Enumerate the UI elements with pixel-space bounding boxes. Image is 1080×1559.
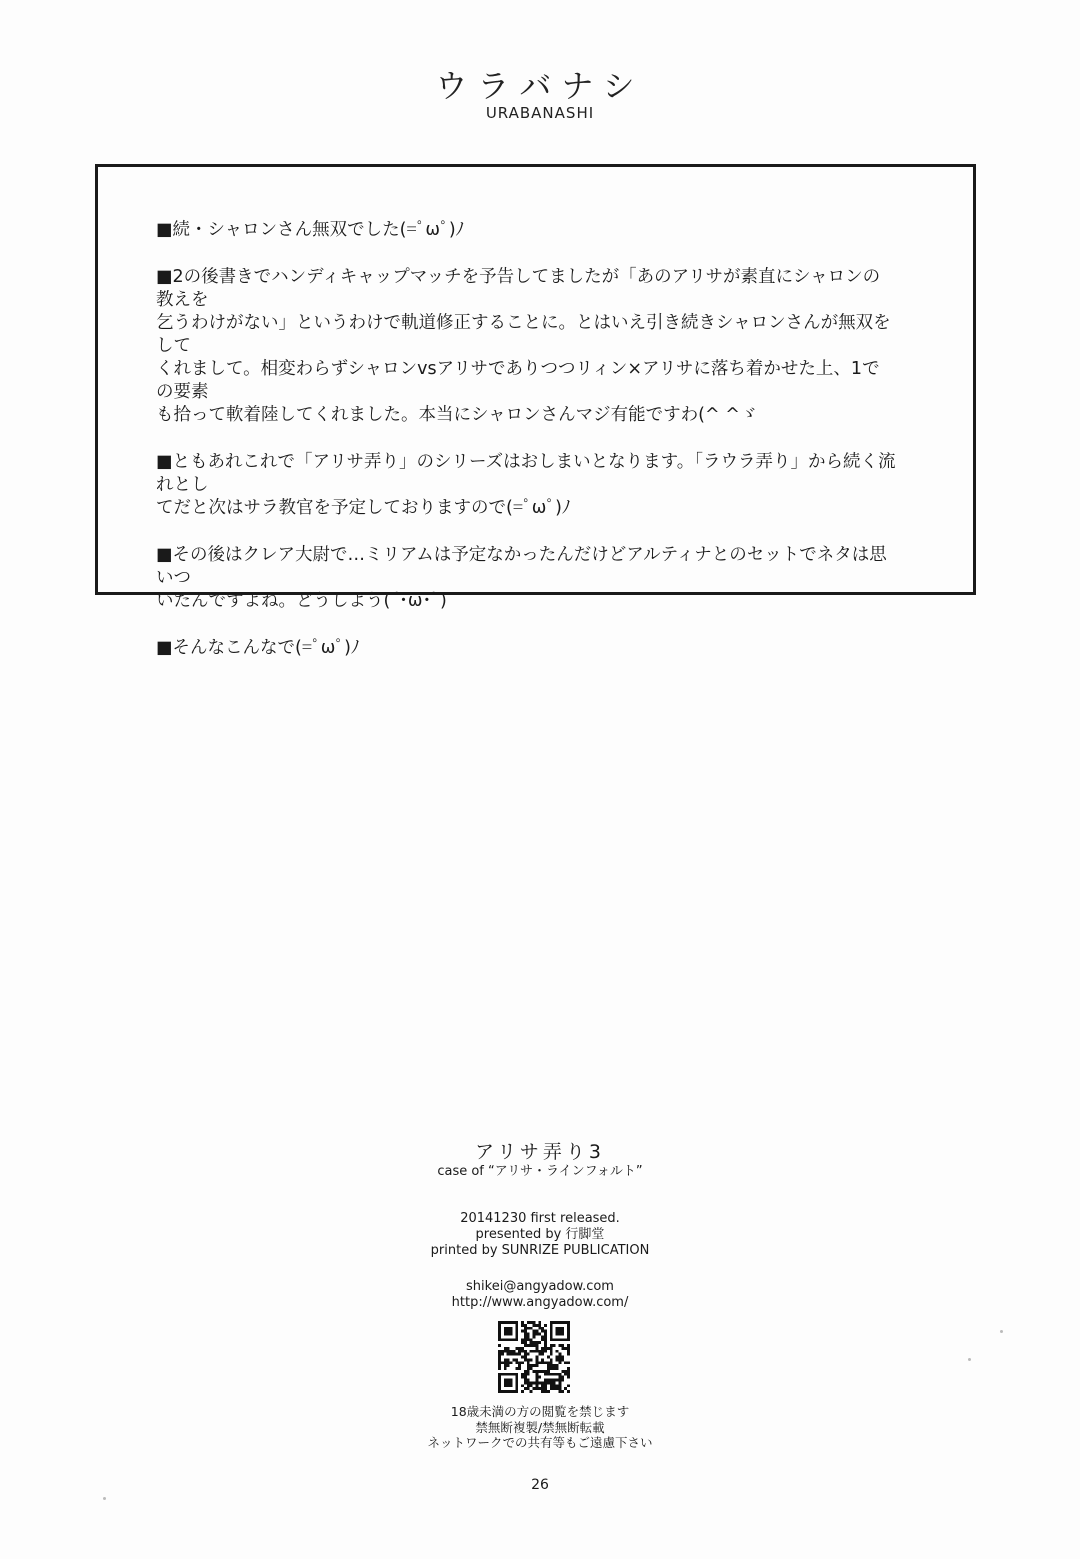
afterword-paragraph-2: ■2の後書きでハンディキャップマッチを予告してましたが「あのアリサが素直にシャロンの教えを 乞うわけがない」というわけで軌道修正することに。とはいえ引き続きシャロンさんが無双をして くれまして。相変わらずシャロンvsアリサでありつつリィン×アリサに落ち着かせた上、1での要素 も拾って軟着陸してくれました。本当にシャロンさんマジ有能ですわ(^ ^ゞ — [156, 267, 891, 425]
colophon-contact — [0, 1279, 1080, 1311]
release-date: 20141230 first released. — [460, 1211, 620, 1226]
afterword-paragraph-5: ■そんなこんなで(=ﾟωﾟ)ﾉ — [156, 638, 360, 658]
colophon-notice — [0, 1404, 1080, 1451]
paper-speck — [103, 1497, 106, 1500]
afterword-paragraph-1: ■続・シャロンさん無双でした(=ﾟωﾟ)ﾉ — [156, 220, 465, 240]
afterword-paragraph-4: ■その後はクレア大尉で…ミリアムは予定なかったんだけどアルティナとのセットでネタは思いつ いたんですよね。どうしよう(´･ω･`) — [156, 545, 887, 611]
colophon-case-line: case of “アリサ・ラインフォルト” — [437, 1164, 643, 1179]
colophon-publication-info — [0, 1211, 1080, 1259]
afterword-paragraph-3: ■ともあれこれで「アリサ弄り」のシリーズはおしまいとなります。「ラウラ弄り」から続く流れとし てだと次はサラ教官を予定しておりますので(=ﾟωﾟ)ﾉ — [156, 452, 896, 518]
paper-speck — [1000, 1330, 1003, 1333]
page-number: 26 — [531, 1477, 549, 1493]
presented-by: presented by 行脚堂 — [475, 1227, 605, 1242]
colophon-title: アリサ弄り3 — [475, 1141, 605, 1163]
age-notice: 18歳未満の方の閲覧を禁じます — [450, 1404, 630, 1419]
printed-by: printed by SUNRIZE PUBLICATION — [430, 1243, 650, 1258]
paper-speck — [968, 1358, 971, 1361]
contact-email[interactable]: shikei@angyadow.com — [466, 1279, 614, 1294]
page-header — [0, 66, 1080, 122]
contact-url[interactable]: http://www.angyadow.com/ — [451, 1295, 629, 1310]
copy-notice: 禁無断複製/禁無断転載 — [475, 1419, 605, 1435]
qr-code-icon — [498, 1321, 570, 1393]
sharing-notice: ネットワークでの共有等もご遠慮下さい — [427, 1435, 653, 1450]
afterword-box — [95, 164, 976, 658]
header-title-romaji: URABANASHI — [485, 104, 595, 122]
header-title-japanese: ウラバナシ — [435, 67, 645, 105]
